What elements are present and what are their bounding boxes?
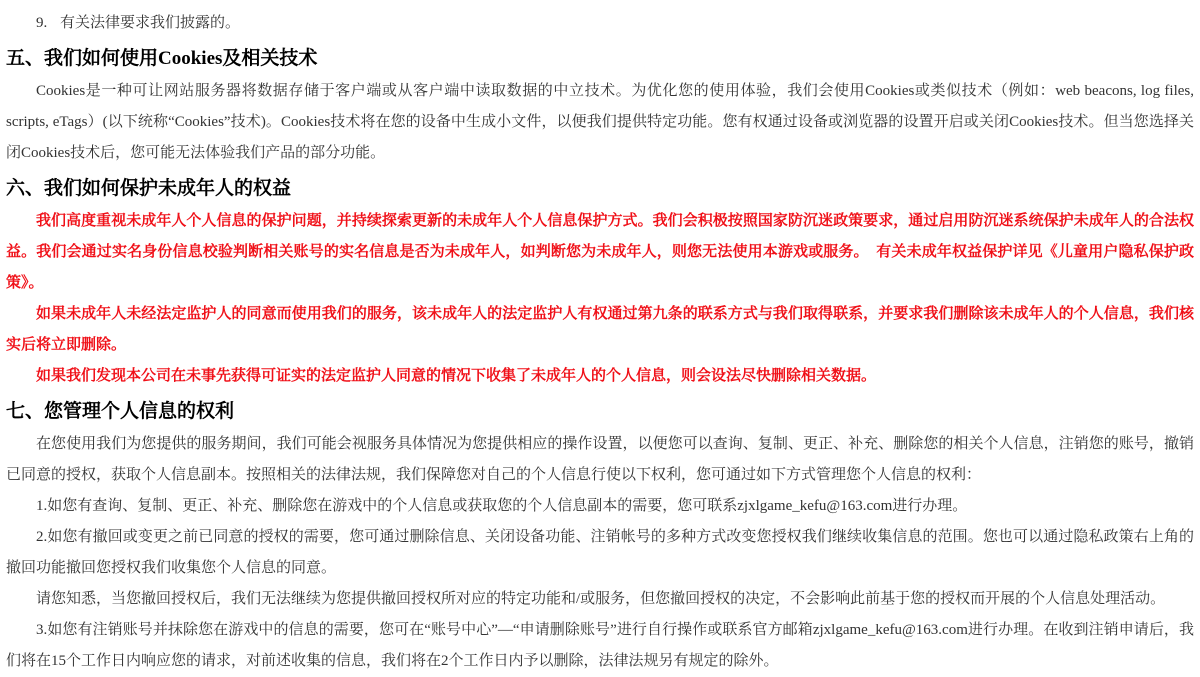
section-6-heading: 六、我们如何保护未成年人的权益	[6, 178, 292, 199]
section-7-paragraph-intro: 在您使用我们为您提供的服务期间，我们可能会视服务具体情况为您提供相应的操作设置，以便您可以查询、复制、更正、补充、删除您的相关个人信息，注销您的账号，撤销已同意的授权，获取个人信息副本。按照相关的法律法规，我们保障您对自己的个人信息行使以下权利，您可通过如下方式管理您个人信息的权利：	[6, 436, 1194, 483]
section-5-paragraph-cookies: Cookies是一种可让网站服务器将数据存储于客户端或从客户端中读取数据的中立技术。为优化您的使用体验，我们会使用Cookies或类似技术（例如：web beacons, log files, scripts, eTags）(以下统称“Cookies”技术)。Cookies技术将在您的设备中生成小文件，以便我们提供特定功能。您有权通过设备或浏览器的设置开启或关闭Cookies技术。但当您选择关闭Cookies技术后，您可能无法体验我们产品的部分功能。	[6, 83, 1194, 161]
list-item-9-text: 有关法律要求我们披露的。	[60, 15, 241, 31]
section-6-paragraph-1-text: 我们高度重视未成年人个人信息的保护问题，并持续探索更新的未成年人个人信息保护方式。我们会积极按照国家防沉迷政策要求，通过启用防沉迷系统保护未成年人的合法权益。我们会通过实名身份信息校验判断相关账号的实名信息是否为未成年人，如判断您为未成年人，则您无法使用本游戏或服务。 有关未成年权益保护详见	[6, 213, 1194, 260]
section-6-paragraph-collected-without-consent: 如果我们发现本公司在未事先获得可证实的法定监护人同意的情况下收集了未成年人的个人信息，则会设法尽快删除相关数据。	[36, 368, 877, 384]
section-7-item-1-query-copy-correct: 1.如您有查询、复制、更正、补充、删除您在游戏中的个人信息或获取您的个人信息副本的需要，您可联系zjxlgame_kefu@163.com进行办理。	[36, 498, 968, 514]
section-7-note-withdraw-effect: 请您知悉，当您撤回授权后，我们无法继续为您提供撤回授权所对应的特定功能和/或服务，但您撤回授权的决定，不会影响此前基于您的授权而开展的个人信息处理活动。	[36, 591, 1166, 607]
children-privacy-policy-link[interactable]: 《儿童用户隐私保护政策》	[6, 244, 1194, 291]
section-7-item-3-account-cancellation: 3.如您有注销账号并抹除您在游戏中的信息的需要，您可在“账号中心”—“申请删除账号”进行自行操作或联系官方邮箱zjxlgame_kefu@163.com进行办理。在收到注销申请后，我们将在15个工作日内响应您的请求，对前述收集的信息，我们将在2个工作日内予以删除，法律法规另有规定的除外。	[6, 622, 1194, 669]
list-item-9	[6, 8, 1194, 39]
section-7-heading: 七、您管理个人信息的权利	[6, 401, 235, 422]
list-item-9-marker: 9.	[36, 15, 48, 31]
section-5-heading: 五、我们如何使用Cookies及相关技术	[6, 48, 318, 69]
section-7-item-2-withdraw-consent: 2.如您有撤回或变更之前已同意的授权的需要，您可通过删除信息、关闭设备功能、注销帐号的多种方式改变您授权我们继续收集信息的范围。您也可以通过隐私政策右上角的撤回功能撤回您授权我们收集您个人信息的同意。	[6, 529, 1194, 576]
section-6-paragraph-guardian-deletion: 如果未成年人未经法定监护人的同意而使用我们的服务，该未成年人的法定监护人有权通过第九条的联系方式与我们取得联系，并要求我们删除该未成年人的个人信息，我们核实后将立即删除。	[6, 306, 1194, 353]
section-6-paragraph-minor-protection	[6, 206, 1194, 299]
section-6-paragraph-1-end: 。	[28, 275, 44, 291]
